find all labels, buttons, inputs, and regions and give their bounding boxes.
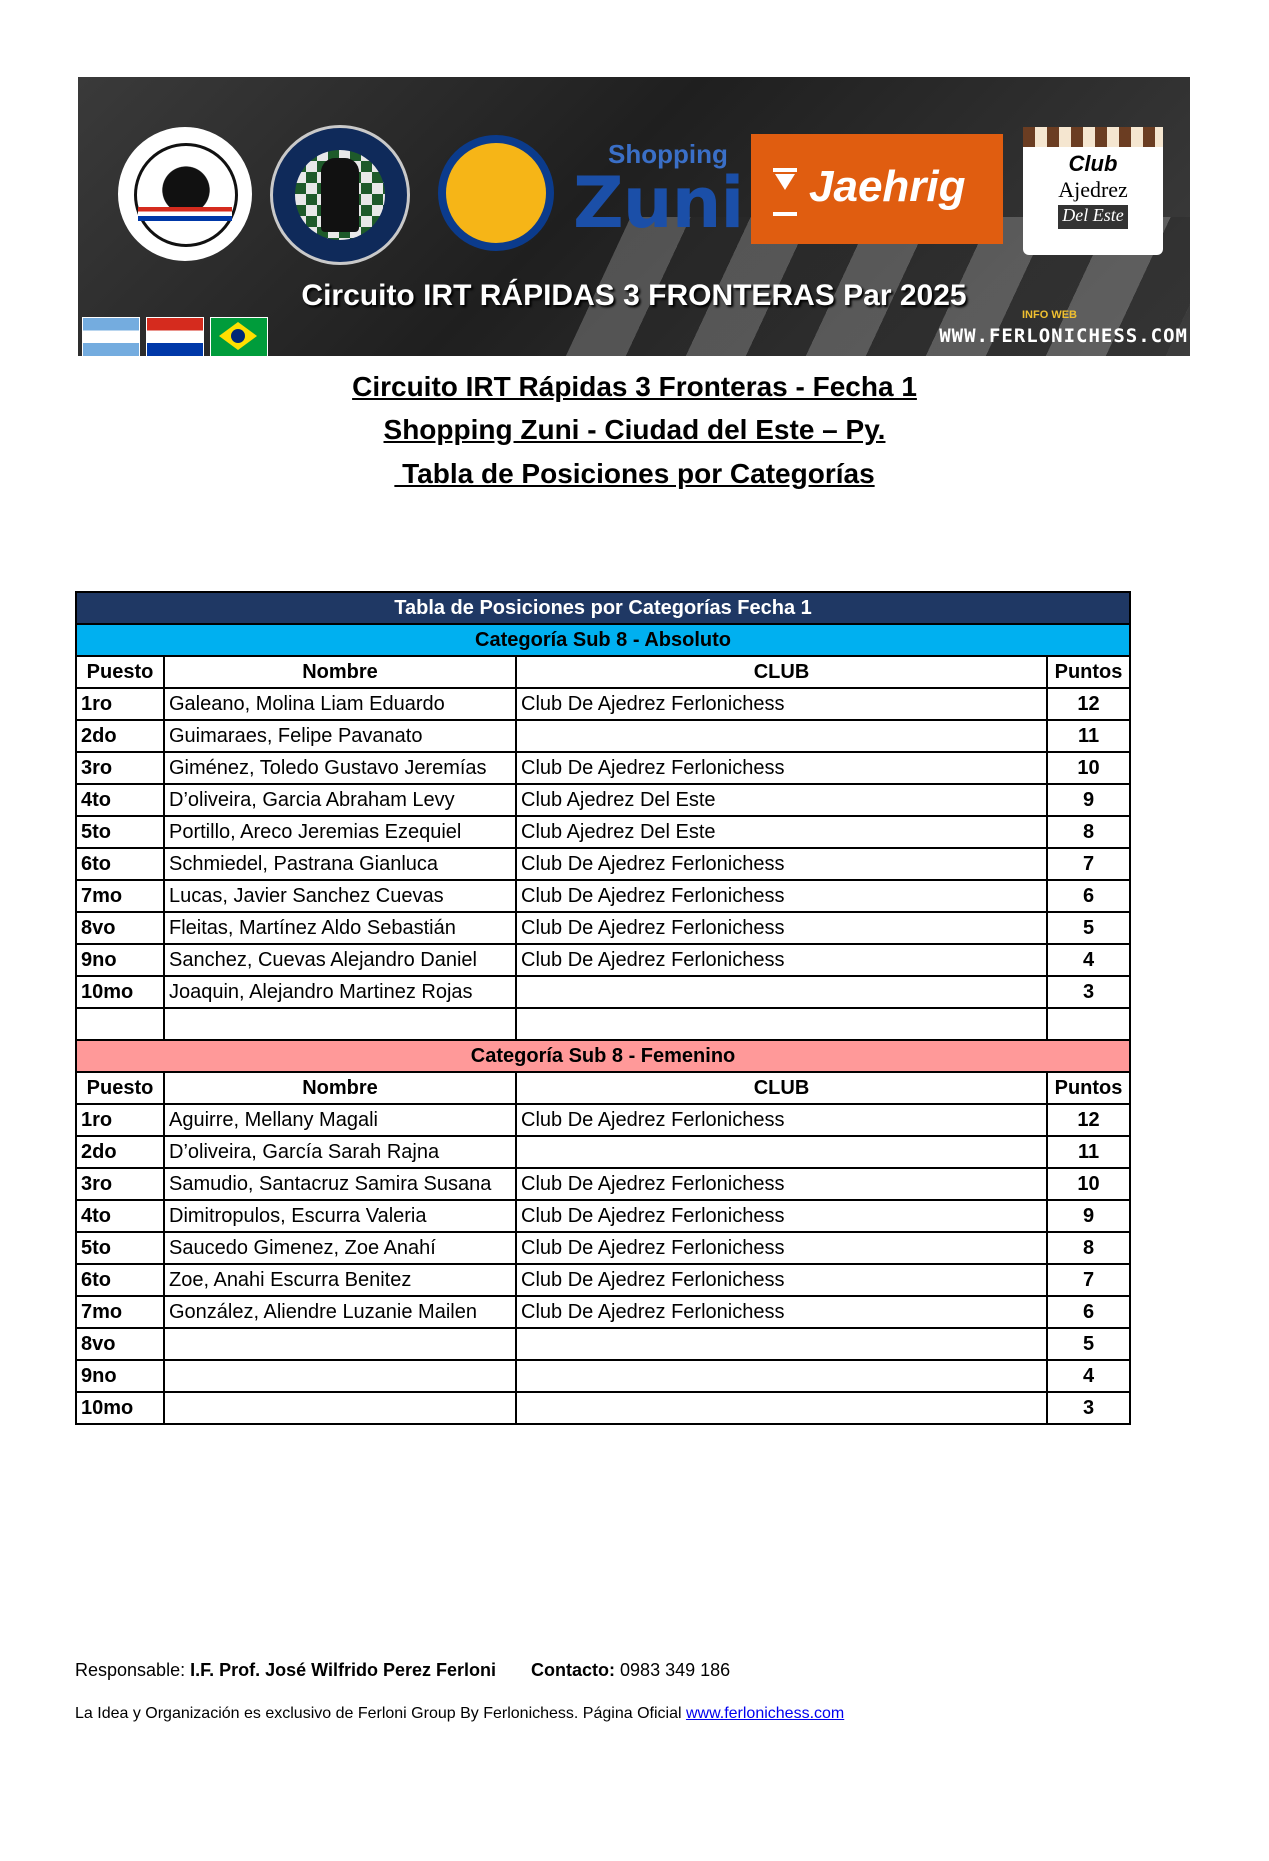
cell-pos: 6to: [76, 1264, 164, 1296]
cell-name: González, Aliendre Luzanie Mailen: [164, 1296, 516, 1328]
argentina-flag-icon: [82, 317, 140, 356]
cell-pts: 11: [1047, 1136, 1130, 1168]
cell-pos: 8vo: [76, 912, 164, 944]
table-row: [76, 1232, 1130, 1264]
cell-name: [164, 1360, 516, 1392]
chess-king-icon: [321, 158, 359, 232]
cell-club: Club De Ajedrez Ferlonichess: [516, 1296, 1047, 1328]
club-este-del-este: Del Este: [1058, 205, 1128, 229]
responsable-label: Responsable:: [75, 1660, 186, 1680]
cell-name: [164, 1328, 516, 1360]
cell-pts: [1047, 1008, 1130, 1040]
contacto-value: 0983 349 186: [620, 1660, 731, 1680]
table-row: [76, 1168, 1130, 1200]
cell-pos: 5to: [76, 816, 164, 848]
table-row: [76, 848, 1130, 880]
cell-pos: 3ro: [76, 1168, 164, 1200]
cell-pos: 1ro: [76, 688, 164, 720]
category-title: Categoría Sub 8 - Femenino: [76, 1040, 1130, 1072]
banner-title: Circuito IRT RÁPIDAS 3 FRONTERAS Par 2025: [301, 279, 967, 312]
credits-text: La Idea y Organización es exclusivo de Ferloni Group By Ferlonichess. Página Oficial: [75, 1705, 686, 1722]
cell-pts: 11: [1047, 720, 1130, 752]
column-header-pos: Puesto: [76, 1072, 164, 1104]
cell-name: Zoe, Anahi Escurra Benitez: [164, 1264, 516, 1296]
cell-club: Club De Ajedrez Ferlonichess: [516, 1264, 1047, 1296]
column-header-club: CLUB: [516, 1072, 1047, 1104]
cell-pos: 4to: [76, 1200, 164, 1232]
cell-pts: 9: [1047, 784, 1130, 816]
cell-pos: 7mo: [76, 1296, 164, 1328]
table-row: [76, 1264, 1130, 1296]
cell-pts: 7: [1047, 848, 1130, 880]
column-header-name: Nombre: [164, 1072, 516, 1104]
table-row: [76, 720, 1130, 752]
chess-pieces-strip: [1023, 127, 1163, 147]
cell-name: Dimitropulos, Escurra Valeria: [164, 1200, 516, 1232]
cell-pts: 9: [1047, 1200, 1130, 1232]
table-row: [76, 1008, 1130, 1040]
banner-url: WWW.FERLONICHESS.COM: [939, 325, 1188, 347]
cell-club: [516, 720, 1047, 752]
cell-club: [516, 1008, 1047, 1040]
info-web-label: INFO WEB: [1022, 309, 1077, 321]
cell-pts: 10: [1047, 1168, 1130, 1200]
cell-pts: 5: [1047, 1328, 1130, 1360]
club-este-ajedrez: Ajedrez: [1058, 177, 1128, 202]
brazil-flag-icon: [210, 317, 268, 356]
cell-pts: 8: [1047, 816, 1130, 848]
cell-pts: 5: [1047, 912, 1130, 944]
shopping-zuni-wordmark: Zuni: [573, 162, 744, 244]
heading-standings: Tabla de Posiciones por Categorías: [394, 458, 875, 489]
column-header-name: Nombre: [164, 656, 516, 688]
cell-club: Club De Ajedrez Ferlonichess: [516, 752, 1047, 784]
heading-tournament: Circuito IRT Rápidas 3 Fronteras - Fecha 1: [352, 371, 917, 402]
table-row: [76, 912, 1130, 944]
shopping-zuni-sun-logo: [438, 135, 554, 251]
hourglass-icon: [773, 168, 797, 216]
cell-pos: 9no: [76, 1360, 164, 1392]
table-row: [76, 1392, 1130, 1424]
column-header-pts: Puntos: [1047, 1072, 1130, 1104]
table-row: [76, 752, 1130, 784]
cell-club: Club Ajedrez Del Este: [516, 784, 1047, 816]
table-row: [76, 1200, 1130, 1232]
footer-responsable: [75, 1660, 730, 1681]
table-row: [76, 1296, 1130, 1328]
responsable-name: I.F. Prof. José Wilfrido Perez Ferloni: [190, 1660, 496, 1680]
official-site-link[interactable]: www.ferlonichess.com: [685, 1705, 845, 1722]
cell-pts: 3: [1047, 1392, 1130, 1424]
header-banner: [78, 77, 1190, 356]
cell-pos: 6to: [76, 848, 164, 880]
cell-club: [516, 1392, 1047, 1424]
cell-pos: 10mo: [76, 1392, 164, 1424]
cell-pos: 2do: [76, 720, 164, 752]
cell-pts: 8: [1047, 1232, 1130, 1264]
jaehrig-logo: [751, 134, 1003, 244]
table-row: [76, 1360, 1130, 1392]
cell-name: D’oliveira, Garcia Abraham Levy: [164, 784, 516, 816]
cell-pts: 7: [1047, 1264, 1130, 1296]
category-title: Categoría Sub 8 - Absoluto: [76, 624, 1130, 656]
table-row: [76, 816, 1130, 848]
cell-pts: 6: [1047, 1296, 1130, 1328]
club-ajedrez-del-este-logo: [1023, 127, 1163, 255]
cell-club: Club De Ajedrez Ferlonichess: [516, 944, 1047, 976]
cell-pts: 12: [1047, 1104, 1130, 1136]
cell-club: Club De Ajedrez Ferlonichess: [516, 1168, 1047, 1200]
feparaj-logo: [118, 127, 252, 261]
cell-pos: [76, 1008, 164, 1040]
standings-body: [76, 592, 1130, 1424]
cell-pos: 5to: [76, 1232, 164, 1264]
paraguay-flag-icon: [146, 317, 204, 356]
cell-name: Guimaraes, Felipe Pavanato: [164, 720, 516, 752]
cell-pos: 4to: [76, 784, 164, 816]
cell-name: Aguirre, Mellany Magali: [164, 1104, 516, 1136]
cell-pts: 10: [1047, 752, 1130, 784]
cell-club: Club De Ajedrez Ferlonichess: [516, 912, 1047, 944]
cell-name: Saucedo Gimenez, Zoe Anahí: [164, 1232, 516, 1264]
cell-pts: 4: [1047, 1360, 1130, 1392]
cell-club: Club De Ajedrez Ferlonichess: [516, 1104, 1047, 1136]
column-header-pts: Puntos: [1047, 656, 1130, 688]
standings-table: [75, 591, 1131, 1425]
cell-pts: 12: [1047, 688, 1130, 720]
cell-name: Joaquin, Alejandro Martinez Rojas: [164, 976, 516, 1008]
table-row: [76, 976, 1130, 1008]
cell-pos: 1ro: [76, 1104, 164, 1136]
cell-name: Giménez, Toledo Gustavo Jeremías: [164, 752, 516, 784]
cell-pos: 8vo: [76, 1328, 164, 1360]
cell-club: Club De Ajedrez Ferlonichess: [516, 688, 1047, 720]
table-row: [76, 1136, 1130, 1168]
cell-club: Club De Ajedrez Ferlonichess: [516, 848, 1047, 880]
heading-venue: Shopping Zuni - Ciudad del Este – Py.: [383, 414, 886, 445]
cell-pts: 3: [1047, 976, 1130, 1008]
cell-pos: 7mo: [76, 880, 164, 912]
cell-club: Club Ajedrez Del Este: [516, 816, 1047, 848]
cell-club: [516, 1360, 1047, 1392]
table-title: Tabla de Posiciones por Categorías Fecha 1: [76, 592, 1130, 624]
cell-club: [516, 1328, 1047, 1360]
cell-club: [516, 976, 1047, 1008]
cell-name: Lucas, Javier Sanchez Cuevas: [164, 880, 516, 912]
cell-pts: 6: [1047, 880, 1130, 912]
chess-knight-icon: [134, 143, 238, 247]
cell-name: Fleitas, Martínez Aldo Sebastián: [164, 912, 516, 944]
shopping-zuni-label: Shopping: [608, 139, 728, 169]
column-header-club: CLUB: [516, 656, 1047, 688]
cell-pos: 2do: [76, 1136, 164, 1168]
table-row: [76, 688, 1130, 720]
column-header-row: [76, 1072, 1130, 1104]
cell-name: Schmiedel, Pastrana Gianluca: [164, 848, 516, 880]
cell-name: Galeano, Molina Liam Eduardo: [164, 688, 516, 720]
cell-pts: 4: [1047, 944, 1130, 976]
jaehrig-wordmark: Jaehrig: [809, 162, 966, 211]
cell-name: Samudio, Santacruz Samira Susana: [164, 1168, 516, 1200]
table-row: [76, 944, 1130, 976]
cell-pos: 10mo: [76, 976, 164, 1008]
category-header-row: [76, 624, 1130, 656]
contacto-label: Contacto:: [531, 1660, 616, 1680]
ferlonichess-club-logo: [270, 125, 410, 265]
cell-name: Sanchez, Cuevas Alejandro Daniel: [164, 944, 516, 976]
cell-name: [164, 1008, 516, 1040]
column-header-row: [76, 656, 1130, 688]
footer-credits: [75, 1705, 844, 1723]
cell-club: Club De Ajedrez Ferlonichess: [516, 1200, 1047, 1232]
cell-name: [164, 1392, 516, 1424]
club-este-label: Club: [1068, 151, 1118, 176]
cell-club: [516, 1136, 1047, 1168]
cell-pos: 3ro: [76, 752, 164, 784]
table-row: [76, 784, 1130, 816]
column-header-pos: Puesto: [76, 656, 164, 688]
cell-pos: 9no: [76, 944, 164, 976]
cell-club: Club De Ajedrez Ferlonichess: [516, 880, 1047, 912]
table-row: [76, 880, 1130, 912]
cell-club: Club De Ajedrez Ferlonichess: [516, 1232, 1047, 1264]
cell-name: D’oliveira, García Sarah Rajna: [164, 1136, 516, 1168]
category-header-row: [76, 1040, 1130, 1072]
cell-name: Portillo, Areco Jeremias Ezequiel: [164, 816, 516, 848]
paraguay-flag-stripe: [138, 207, 232, 221]
table-row: [76, 1104, 1130, 1136]
table-row: [76, 1328, 1130, 1360]
table-title-row: [76, 592, 1130, 624]
